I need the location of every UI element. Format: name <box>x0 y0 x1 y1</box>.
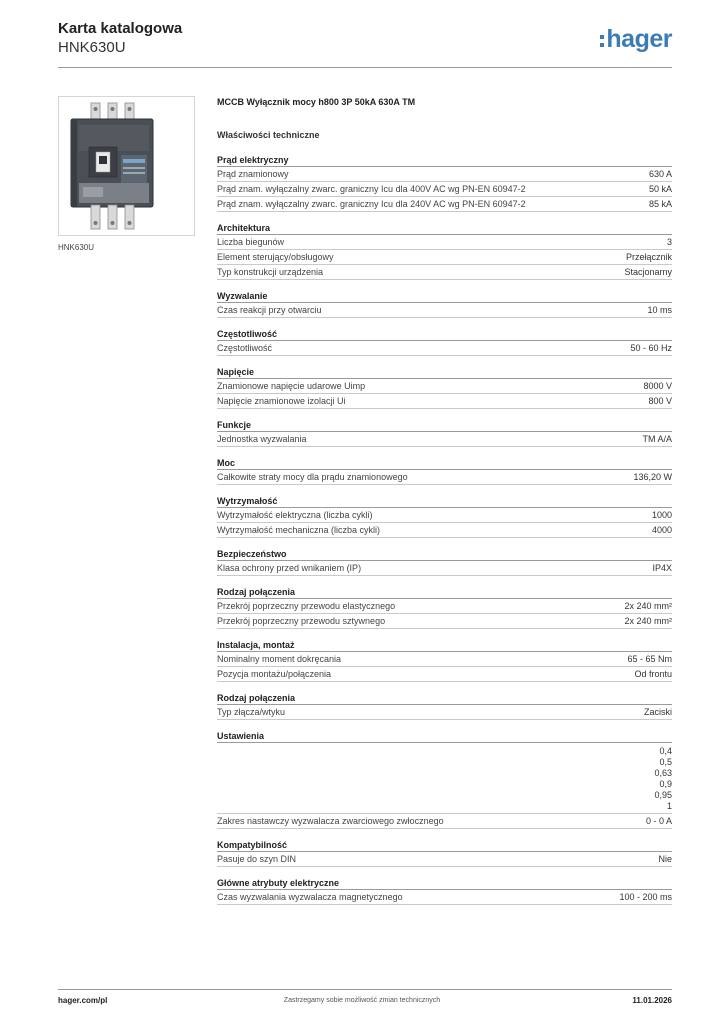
spec-value: TM A/A <box>642 434 672 444</box>
document-subtitle: HNK630U <box>58 39 126 56</box>
spec-label: Zakres nastawczy wyzwalacza zwarciowego zwłocznego <box>217 816 444 826</box>
spec-sections <box>217 154 672 905</box>
spec-row <box>217 523 672 538</box>
spec-label: Częstotliwość <box>217 343 273 353</box>
spec-label: Prąd znamionowy <box>217 169 289 179</box>
spec-value: Zaciski <box>643 707 672 717</box>
spec-value: 0 - 0 A <box>645 816 672 826</box>
spec-content <box>217 96 672 905</box>
section-title: Funkcje <box>217 419 672 432</box>
spec-value: 8000 V <box>643 381 672 391</box>
spec-section <box>217 495 672 538</box>
section-title: Ustawienia <box>217 730 672 743</box>
spec-value: Od frontu <box>634 669 672 679</box>
spec-value: Przełącznik <box>625 252 672 262</box>
section-title: Prąd elektryczny <box>217 154 672 167</box>
spec-value: 65 - 65 Nm <box>627 654 672 664</box>
spec-section <box>217 692 672 720</box>
spec-section <box>217 877 672 905</box>
spec-section <box>217 839 672 867</box>
spec-row <box>217 235 672 250</box>
spec-label: Napięcie znamionowe izolacji Ui <box>217 396 346 406</box>
section-title: Bezpieczeństwo <box>217 548 672 561</box>
spec-section <box>217 366 672 409</box>
footer-disclaimer: Zastrzegamy sobie możliwość zmian technicznych <box>283 997 441 1004</box>
spec-label: Element sterujący/obsługowy <box>217 252 334 262</box>
spec-value: Nie <box>658 854 672 864</box>
spec-row <box>217 265 672 280</box>
spec-value: 85 kA <box>648 199 672 209</box>
spec-row <box>217 599 672 614</box>
spec-section <box>217 328 672 356</box>
spec-label: Typ złącza/wtyku <box>217 707 286 717</box>
spec-value: 50 kA <box>648 184 672 194</box>
hager-logo <box>600 26 672 52</box>
footer-date: 11.01.2026 <box>632 996 672 1005</box>
spec-label: Prąd znam. wyłączalny zwarc. graniczny Icu dla 240V AC wg PN-EN 60947-2 <box>217 199 526 209</box>
spec-row <box>217 705 672 720</box>
spec-label: Klasa ochrony przed wnikaniem (IP) <box>217 563 362 573</box>
settings-values-list <box>217 743 672 814</box>
spec-value: 136,20 W <box>633 472 672 482</box>
logo-dots-icon <box>600 35 604 47</box>
spec-section <box>217 639 672 682</box>
circuit-breaker-icon <box>59 97 194 235</box>
section-title: Kompatybilność <box>217 839 672 852</box>
spec-label: Pasuje do szyn DIN <box>217 854 297 864</box>
properties-title: Właściwości techniczne <box>217 130 320 140</box>
section-title: Wyzwalanie <box>217 290 672 303</box>
product-image <box>58 96 195 236</box>
page-header <box>58 20 672 68</box>
spec-value: 800 V <box>648 396 672 406</box>
setting-value: 0,95 <box>654 790 672 800</box>
spec-row <box>217 470 672 485</box>
spec-section <box>217 222 672 280</box>
document-title: Karta katalogowa <box>58 20 183 37</box>
spec-value: 3 <box>666 237 672 247</box>
spec-label: Wytrzymałość elektryczna (liczba cykli) <box>217 510 373 520</box>
spec-row <box>217 379 672 394</box>
setting-value: 0,4 <box>659 746 672 756</box>
spec-label: Wytrzymałość mechaniczna (liczba cykli) <box>217 525 380 535</box>
spec-section <box>217 730 672 829</box>
section-title: Instalacja, montaż <box>217 639 672 652</box>
spec-label: Całkowite straty mocy dla prądu znamionowego <box>217 472 408 482</box>
spec-section <box>217 586 672 629</box>
spec-row <box>217 182 672 197</box>
section-title: Napięcie <box>217 366 672 379</box>
spec-label: Przekrój poprzeczny przewodu sztywnego <box>217 616 386 626</box>
spec-value: 2x 240 mm² <box>624 616 672 626</box>
setting-value: 0,63 <box>654 768 672 778</box>
spec-row <box>217 394 672 409</box>
section-title: Główne atrybuty elektryczne <box>217 877 672 890</box>
section-title: Rodzaj połączenia <box>217 692 672 705</box>
product-image-caption: HNK630U <box>58 243 95 252</box>
setting-value: 0,5 <box>659 757 672 767</box>
spec-row <box>217 652 672 667</box>
spec-row <box>217 614 672 629</box>
spec-row <box>217 852 672 867</box>
product-name: MCCB Wyłącznik mocy h800 3P 50kA 630A TM <box>217 97 416 107</box>
section-title: Rodzaj połączenia <box>217 586 672 599</box>
spec-section <box>217 154 672 212</box>
spec-label: Nominalny moment dokręcania <box>217 654 342 664</box>
spec-row <box>217 303 672 318</box>
logo-text: hager <box>606 25 672 53</box>
footer-divider <box>58 989 672 990</box>
spec-row <box>217 890 672 905</box>
spec-row <box>217 341 672 356</box>
spec-value: 2x 240 mm² <box>624 601 672 611</box>
section-title: Częstotliwość <box>217 328 672 341</box>
spec-value: 100 - 200 ms <box>619 892 672 902</box>
spec-label: Jednostka wyzwalania <box>217 434 307 444</box>
spec-section <box>217 457 672 485</box>
spec-value: 630 A <box>648 169 672 179</box>
spec-label: Liczba biegunów <box>217 237 285 247</box>
spec-label: Czas reakcji przy otwarciu <box>217 305 322 315</box>
setting-value: 0,9 <box>659 779 672 789</box>
spec-value: 50 - 60 Hz <box>630 343 672 353</box>
spec-label: Typ konstrukcji urządzenia <box>217 267 324 277</box>
spec-row <box>217 814 672 829</box>
spec-row <box>217 197 672 212</box>
spec-value: IP4X <box>652 563 672 573</box>
spec-label: Znamionowe napięcie udarowe Uimp <box>217 381 366 391</box>
spec-row <box>217 432 672 447</box>
spec-label: Czas wyzwalania wyzwalacza magnetycznego <box>217 892 403 902</box>
spec-section <box>217 548 672 576</box>
spec-value: 1000 <box>651 510 672 520</box>
spec-value: 10 ms <box>647 305 672 315</box>
spec-value: Stacjonarny <box>624 267 672 277</box>
footer-website[interactable]: hager.com/pl <box>58 996 108 1005</box>
spec-row <box>217 250 672 265</box>
spec-label: Przekrój poprzeczny przewodu elastycznego <box>217 601 396 611</box>
spec-row <box>217 167 672 182</box>
spec-section <box>217 290 672 318</box>
spec-value: 4000 <box>651 525 672 535</box>
setting-value: 1 <box>666 801 672 811</box>
section-title: Moc <box>217 457 672 470</box>
section-title: Wytrzymałość <box>217 495 672 508</box>
spec-label: Pozycja montażu/połączenia <box>217 669 332 679</box>
spec-section <box>217 419 672 447</box>
spec-row <box>217 561 672 576</box>
section-title: Architektura <box>217 222 672 235</box>
header-divider <box>58 67 672 68</box>
spec-row <box>217 508 672 523</box>
spec-label: Prąd znam. wyłączalny zwarc. graniczny Icu dla 400V AC wg PN-EN 60947-2 <box>217 184 526 194</box>
spec-row <box>217 667 672 682</box>
